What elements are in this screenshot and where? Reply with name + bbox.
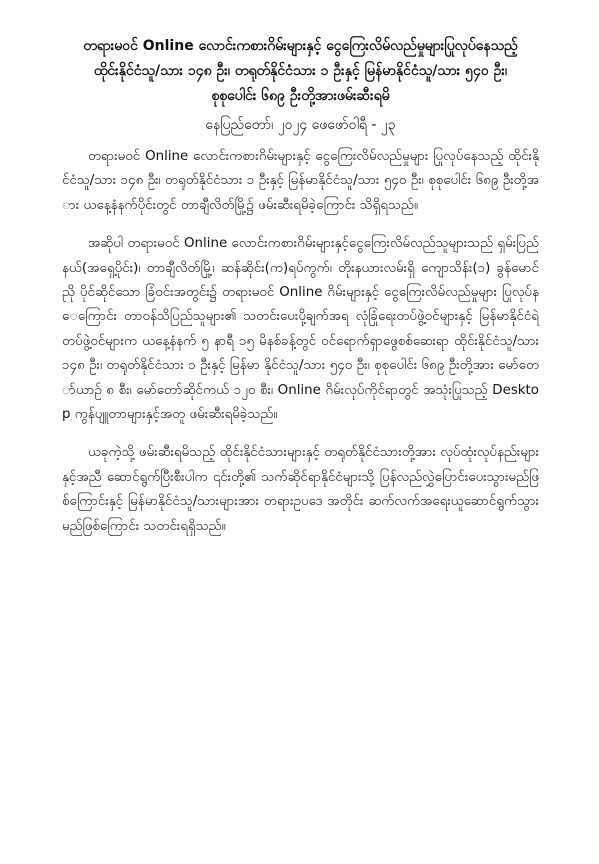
- headline-line-1: တရားမဝင် Online လောင်းကစားဂိမ်းများနှင့် ငွေကြေးလိမ်လည်မှုများပြုလုပ်နေသည့်: [83, 38, 518, 54]
- paragraph-3: ယခုကဲ့သို့ ဖမ်းဆီးရမိသည့် ထိုင်းနိုင်ငံသားများနှင့် တရုတ်နိုင်ငံသားတို့အား လုပ်ထုံးလုပ်နည်းများနှင့်အညီ ဆောင်ရွက်ပြီးစီးပါက ၎င်းတို့၏ သက်ဆိုင်ရာနိုင်ငံများသို့ ပြန်လည်လွှဲပြောင်းပေးသွားမည်ဖြစ်ကြောင်းနှင့် မြန်မာနိုင်ငံသူ/သားများအား တရားဥပဒေ အတိုင်း ဆက်လက်အရေးယူဆောင်ရွက်သွားမည်ဖြစ်ကြောင်း သတင်းရရှိသည်။: [62, 445, 539, 534]
- paragraph-2: အဆိုပါ တရားမဝင် Online လောင်းကစားဂိမ်းများနှင့်ငွေကြေးလိမ်လည်သူများသည် ရှမ်းပြည်နယ်(အရှေ့ပိုင်း)၊ တာချီလိတ်မြို့၊ ဆန်ဆိုင်း(က)ရပ်ကွက်၊ တိုးနယားလမ်းရှိ ကျောသိန်း(၁) ခွန်မောင်ညို ပိုင်ဆိုင်သော ခြံဝင်းအတွင်း၌ တရားမဝင် Online ဂိမ်းများနှင့် ငွေကြေးလိမ်လည်မှုများ ပြုလုပ်နေကြောင်း တာဝန်သိပြည်သူများ၏ သတင်းပေးပို့ချက်အရ လုံခြုံရေးတပ်ဖွဲ့ဝင်များနှင့် မြန်မာနိုင်ငံရဲတပ်ဖွဲ့ဝင်များက ယနေ့နံနက် ၅ နာရီ ၁၅ မိနစ်ခန့်တွင် ဝင်ရောက်ရှာဖွေစစ်ဆေးရာ ထိုင်းနိုင်ငံသူ/သား ၁၄၈ ဦး၊ တရုတ်နိုင်ငံသား ၁ ဦးနှင့် မြန်မာ နိုင်ငံသူ/သား ၅၄၀ ဦး၊ စုစုပေါင်း ၆၈၉ ဦးတို့အား မော်တော်ယာဉ် ၈ စီး၊ မော်တော်ဆိုင်ကယ် ၁၂၀ စီး၊ Online ဂိမ်းလုပ်ကိုင်ရာတွင် အသုံးပြုသည့် Desktop ကွန်ပျူတာများနှင့်အတူ ဖမ်းဆီးရမိခဲ့သည်။: [62, 236, 539, 423]
- paragraph-1: တရားမဝင် Online လောင်းကစားဂိမ်းများနှင့် ငွေကြေးလိမ်လည်မှုများ ပြုလုပ်နေသည့် ထိုင်းနိုင်ငံသူ/သား ၁၄၈ ဦး၊ တရုတ်နိုင်ငံသား ၁ ဦးနှင့် မြန်မာနိုင်ငံသူ/သား ၅၄၀ ဦး၊ စုစုပေါင်း ၆၈၉ ဦးတို့အား ယနေ့နံနက်ပိုင်းတွင် တာချီလိတ်မြို့၌ ဖမ်းဆီးရမိခဲ့ကြောင်း သိရှိရသည်။: [62, 149, 539, 213]
- headline-line-3: စုစုပေါင်း ၆၈၉ ဦးတို့အားဖမ်းဆီးရမိ: [211, 88, 390, 104]
- headline-line-2: ထိုင်းနိုင်ငံသူ/သား ၁၄၈ ဦး၊ တရုတ်နိုင်ငံသား ၁ ဦးနှင့် မြန်မာနိုင်ငံသူ/သား ၅၄၀ ဦး၊: [93, 63, 508, 79]
- dateline: နေပြည်တော်၊ ၂၀၂၄ ဖေဖော်ဝါရီ - ၂၃: [205, 117, 396, 133]
